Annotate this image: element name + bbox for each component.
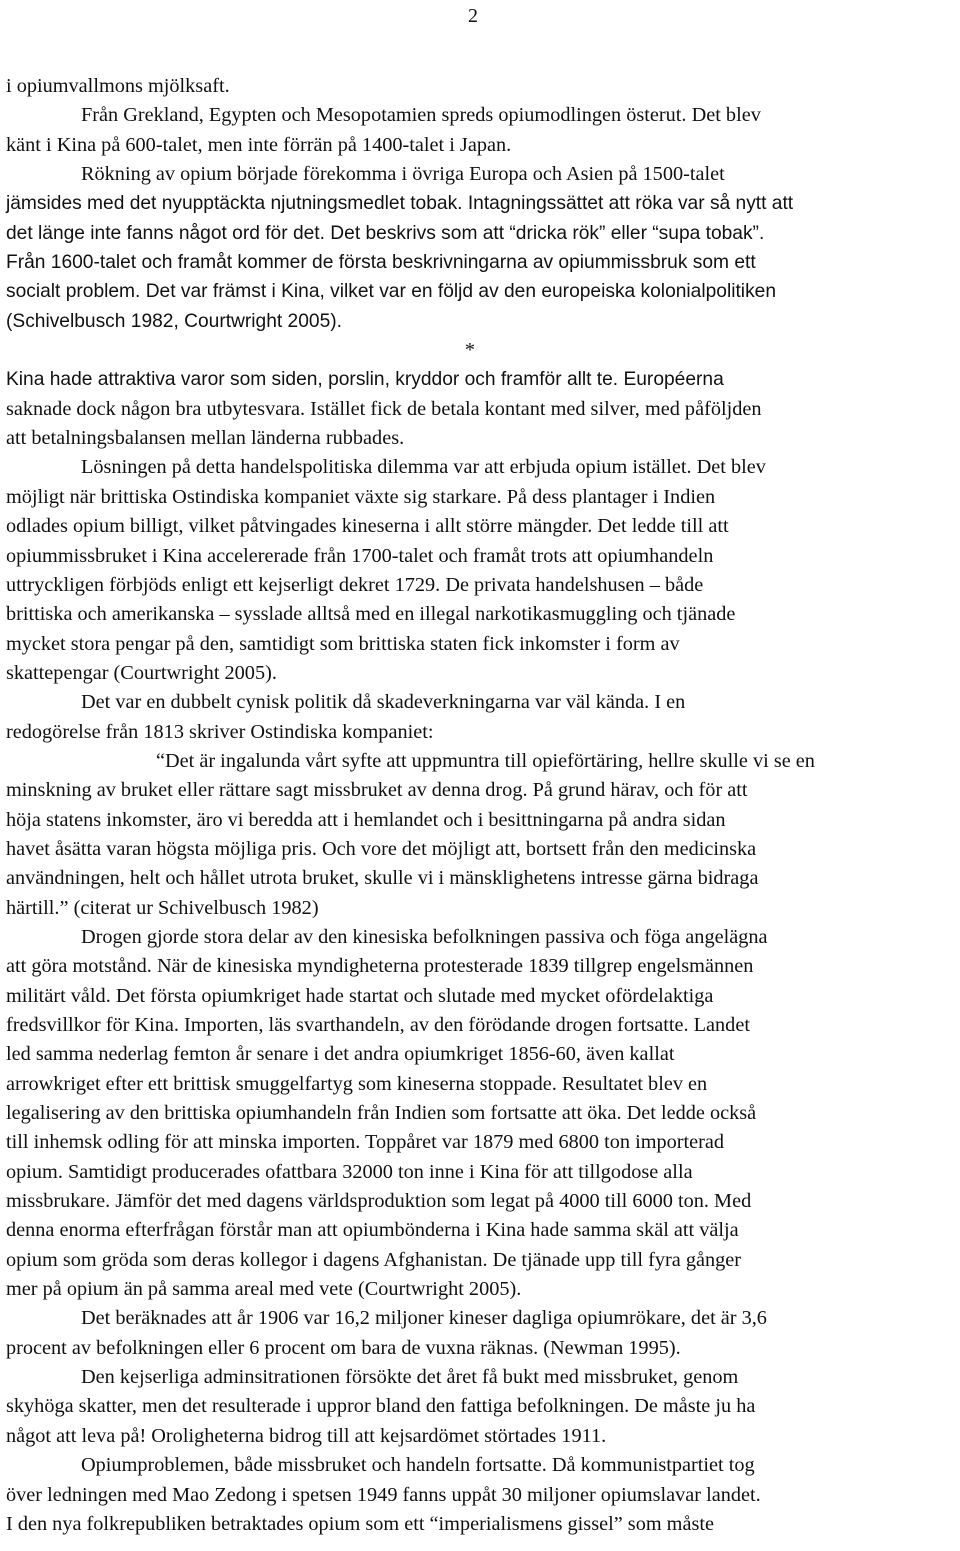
text-line: över ledningen med Mao Zedong i spetsen 1949 fanns uppåt 30 miljoner opiumslavar landet. xyxy=(6,1483,761,1506)
page-number: 2 xyxy=(468,5,478,27)
text-line: redogörelse från 1813 skriver Ostindiska kompaniet: xyxy=(6,720,434,743)
text-line: Från 1600-talet och framåt kommer de första beskrivningarna av opiummissbruk som ett xyxy=(6,252,756,274)
text-line: legalisering av den brittiska opiumhandeln från Indien som fortsatte att öka. Det ledde också xyxy=(6,1102,757,1125)
text-line: militärt våld. Det första opiumkriget hade startat och slutade med mycket ofördelaktiga xyxy=(6,984,714,1007)
text-line: opium som gröda som deras kollegor i dagens Afghanistan. De tjänade upp till fyra gånger xyxy=(6,1248,742,1271)
text-line: brittiska och amerikanska – sysslade alltså med en illegal narkotikasmuggling och tjänade xyxy=(6,603,736,626)
text-line: Lösningen på detta handelspolitiska dilemma var att erbjuda opium istället. Det blev xyxy=(81,456,766,479)
text-line: minskning av bruket eller rättare sagt missbruket av denna drog. På grund härav, och för att xyxy=(6,779,748,802)
text-line: känt i Kina på 600-talet, men inte förrän på 1400-talet i Japan. xyxy=(6,133,512,156)
text-line: härtill.” (citerat ur Schivelbusch 1982) xyxy=(6,896,319,919)
text-line: socialt problem. Det var främst i Kina, vilket var en följd av den europeiska kolonialpolitiken xyxy=(6,281,777,303)
section-separator: * xyxy=(464,339,476,362)
text-line: möjligt när brittiska Ostindiska kompaniet växte sig starkare. På dess plantager i Indien xyxy=(6,485,716,508)
text-line: (Schivelbusch 1982, Courtwright 2005). xyxy=(6,310,342,332)
text-line: det länge inte fanns något ord för det. Det beskrivs som att “dricka rök” eller “supa tobak”. xyxy=(6,222,765,244)
document-body xyxy=(6,72,958,1539)
text-line: procent av befolkningen eller 6 procent om bara de vuxna räknas. (Newman 1995). xyxy=(6,1336,681,1359)
text-line: mycket stora pengar på den, samtidigt som brittiska staten fick inkomster i form av xyxy=(6,632,680,655)
text-line: denna enorma efterfrågan förstår man att opiumbönderna i Kina hade samma skäl att välja xyxy=(6,1219,739,1242)
text-line: odlades opium billigt, vilket påtvingades kineserna i allt större mängder. Det ledde till att xyxy=(6,515,729,538)
text-line: mer på opium än på samma areal med vete (Courtwright 2005). xyxy=(6,1278,522,1301)
text-line: jämsides med det nyupptäckta njutningsmedlet tobak. Intagningssättet att röka var så nytt att xyxy=(6,193,794,215)
text-line: Opiumproblemen, både missbruket och handeln fortsatte. Då kommunistpartiet tog xyxy=(81,1454,755,1477)
text-line: fredsvillkor för Kina. Importen, läs svarthandeln, av den förödande drogen fortsatte. Landet xyxy=(6,1014,750,1036)
text-line: saknade dock någon bra utbytesvara. Istället fick de betala kontant med silver, med påföljden xyxy=(6,397,762,420)
text-line: Det beräknades att år 1906 var 16,2 miljoner kineser dagliga opiumrökare, det är 3,6 xyxy=(81,1307,767,1330)
text-line: opiummissbruket i Kina accelererade från 1700-talet och framåt trots att opiumhandeln xyxy=(6,544,714,567)
text-line: att betalningsbalansen mellan länderna rubbades. xyxy=(6,427,405,450)
text-line: något att leva på! Oroligheterna bidrog till att kejsardömet störtades 1911. xyxy=(6,1424,607,1447)
text-line: missbrukare. Jämför det med dagens världsproduktion som legat på 4000 till 6000 ton. Med xyxy=(6,1190,752,1213)
text-line: i opiumvallmons mjölksaft. xyxy=(6,75,230,97)
text-line: havet åsätta varan högsta möjliga pris. Och vore det möjligt att, bortsett från den medicinska xyxy=(6,837,757,860)
text-line: att göra motstånd. När de kinesiska myndigheterna protesterade 1839 tillgrep engelsmännen xyxy=(6,955,754,978)
text-line: I den nya folkrepubliken betraktades opium som ett “imperialismens gissel” som måste xyxy=(6,1512,714,1535)
text-line: Den kejserliga adminsitrationen försökte det året få bukt med missbruket, genom xyxy=(81,1366,739,1389)
text-line: till inhemsk odling för att minska importen. Toppåret var 1879 med 6800 ton importerad xyxy=(6,1131,725,1154)
text-line: opium. Samtidigt producerades ofattbara 32000 ton inne i Kina för att tillgodose alla xyxy=(6,1160,693,1183)
text-line: led samma nederlag femton år senare i det andra opiumkriget 1856-60, även kallat xyxy=(6,1043,675,1066)
text-line: Rökning av opium började förekomma i övriga Europa och Asien på 1500-talet xyxy=(81,163,725,186)
text-line: Det var en dubbelt cynisk politik då skadeverkningarna var väl kända. I en xyxy=(81,691,686,714)
text-line: Från Grekland, Egypten och Mesopotamien spreds opiumodlingen österut. Det blev xyxy=(81,104,761,127)
text-line: uttryckligen förbjöds enligt ett kejserligt dekret 1729. De privata handelshusen – både xyxy=(6,573,704,596)
text-line: användningen, helt och hållet utrota bruket, skulle vi i mänsklighetens intresse gärna bidraga xyxy=(6,867,759,890)
text-line: skattepengar (Courtwright 2005). xyxy=(6,661,277,684)
text-line: “Det är ingalunda vårt syfte att uppmuntra till opieförtäring, hellre skulle vi se en xyxy=(156,749,815,772)
text-line: Kina hade attraktiva varor som siden, porslin, kryddor och framför allt te. Européerna xyxy=(6,369,724,391)
text-line: arrowkriget efter ett brittisk smuggelfartyg som kineserna stoppade. Resultatet blev en xyxy=(6,1072,708,1095)
text-line: höja statens inkomster, äro vi beredda att i hemlandet och i besittningarna på andra sidan xyxy=(6,808,726,831)
text-line: Drogen gjorde stora delar av den kinesiska befolkningen passiva och föga angelägna xyxy=(81,925,768,948)
text-line: skyhöga skatter, men det resulterade i uppror bland den fattiga befolkningen. De måste ju ha xyxy=(6,1395,756,1418)
